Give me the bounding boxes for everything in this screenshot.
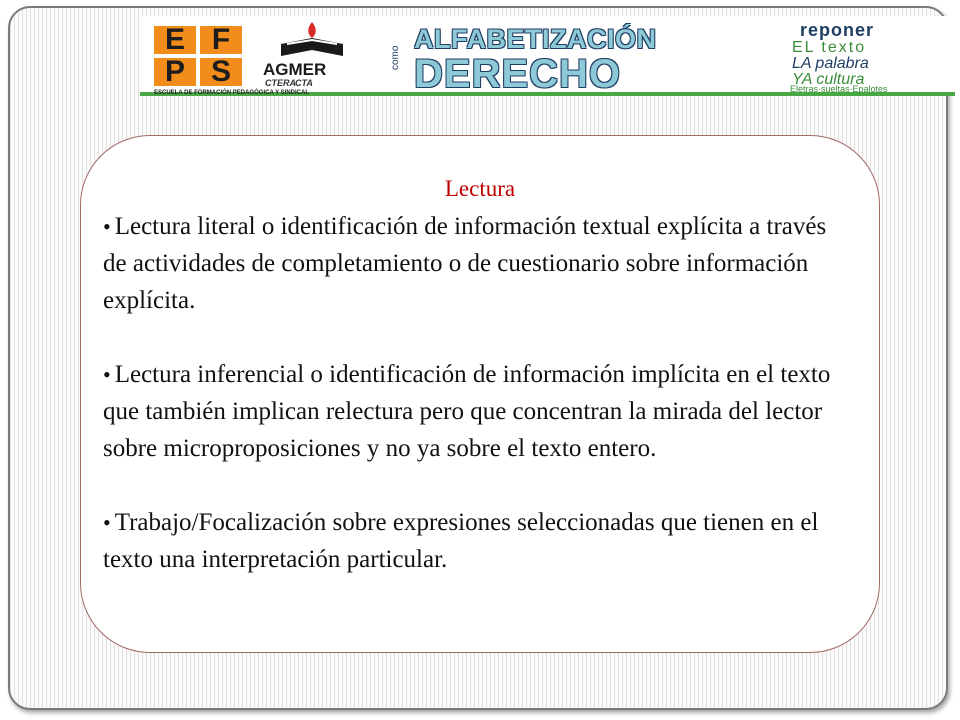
title-derecho: DERECHO bbox=[414, 52, 622, 96]
title-alfabetizacion: ALFABETIZACIÓN bbox=[414, 24, 657, 54]
card-title: Lectura bbox=[444, 176, 516, 201]
bullet-dot-icon: • bbox=[103, 214, 111, 239]
tagline-line-3: LA palabra bbox=[792, 55, 869, 72]
ctera-wordmark: CTERA bbox=[265, 78, 296, 88]
bullet-item bbox=[103, 208, 843, 319]
efps-letter-s: S bbox=[200, 58, 242, 86]
title-como: como bbox=[390, 45, 401, 70]
bullet-text: Trabajo/Focalización sobre expresiones seleccionadas que tienen en el texto una interpretación particular. bbox=[103, 509, 819, 573]
tagline bbox=[790, 22, 950, 96]
cta-wordmark: CTA bbox=[295, 78, 313, 88]
header-banner bbox=[140, 16, 955, 96]
agmer-wordmark: AGMER bbox=[263, 60, 327, 79]
bullet-text: Lectura literal o identificación de información textual explícita a través de actividades de completamiento o de cuestionario sobre información explícita. bbox=[103, 213, 827, 314]
tagline-line-2: EL texto bbox=[792, 39, 867, 56]
tagline-line-4: YA cultura bbox=[792, 71, 865, 88]
bullet-text: Lectura inferencial o identificación de información implícita en el texto que también implican relectura pero que concentran la mirada del lector sobre microproposiciones y no ya sobre el texto entero. bbox=[103, 361, 831, 462]
efps-letter-p: P bbox=[154, 58, 196, 86]
efps-letter-f: F bbox=[200, 26, 242, 54]
program-title bbox=[390, 24, 798, 96]
content-card bbox=[80, 135, 880, 653]
book-hands-icon bbox=[277, 20, 347, 60]
bullet-item bbox=[103, 504, 843, 578]
tagline-small: Eletras·sueltas·Epalotes bbox=[790, 84, 888, 94]
bullet-dot-icon: • bbox=[103, 362, 111, 387]
agmer-logo bbox=[255, 20, 365, 90]
bullet-dot-icon: • bbox=[103, 510, 111, 535]
bullet-item bbox=[103, 356, 843, 467]
tagline-line-1: reponer bbox=[800, 20, 875, 40]
efps-caption: ESCUELA DE FORMACIÓN PEDAGÓGICA Y SINDICAL bbox=[154, 90, 310, 96]
efps-letter-e: E bbox=[154, 26, 196, 54]
bullet-list bbox=[103, 208, 843, 615]
